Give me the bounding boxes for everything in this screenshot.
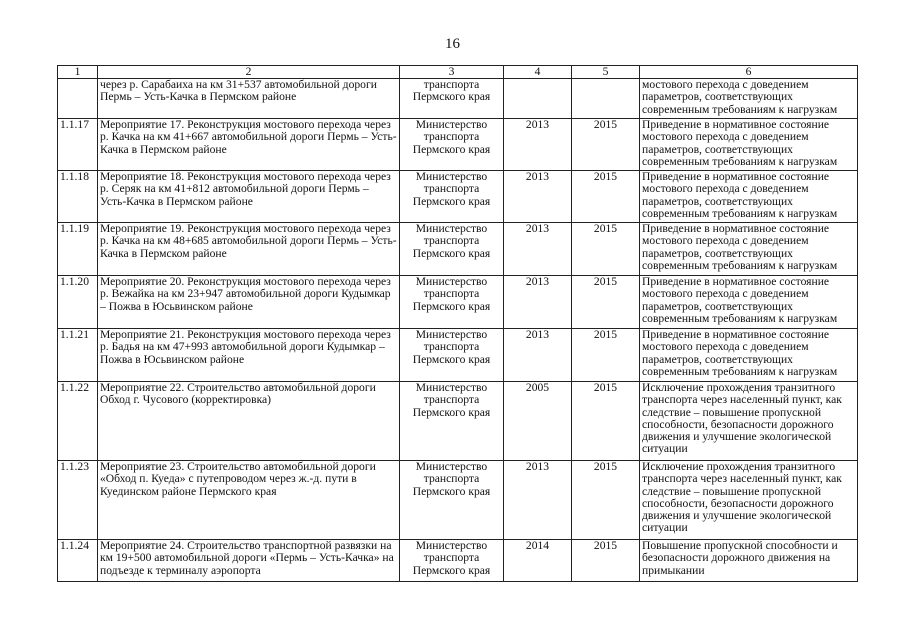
activities-table: [57, 65, 858, 582]
end-year: 2015: [572, 461, 640, 540]
responsible-org: Министерство транспорта Пермского края: [400, 382, 504, 461]
responsible-org: Министерство транспорта Пермского края: [400, 461, 504, 540]
row-number: 1.1.23: [58, 461, 98, 540]
table-row: [58, 540, 858, 582]
row-number: 1.1.18: [58, 171, 98, 223]
table-row-continuation: [58, 79, 858, 119]
activity-description: Мероприятие 24. Строительство транспортной развязки на км 19+500 автомобильной дороги «Пермь – Усть-Качка» на подъезде к терминалу аэропорта: [98, 540, 400, 582]
end-year: 2015: [572, 276, 640, 329]
activity-description: Мероприятие 21. Реконструкция мостового перехода через р. Бадья на км 47+993 автомобильной дороги Кудымкар – Пожва в Юсьвинском районе: [98, 329, 400, 382]
column-number: 3: [400, 66, 504, 79]
end-year: 2015: [572, 540, 640, 582]
page-number: 16: [445, 36, 460, 52]
expected-result: Исключение прохождения транзитного транспорта через населенный пункт, как следствие – повышение пропускной способности, безопасности дорожного движения и улучшение экологической ситуации: [640, 382, 858, 461]
activity-description: Мероприятие 23. Строительство автомобильной дороги «Обход п. Куеда» с путепроводом через ж.-д. пути в Куединском районе Пермского края: [98, 461, 400, 540]
row-number: 1.1.19: [58, 223, 98, 276]
responsible-org: Министерство транспорта Пермского края: [400, 276, 504, 329]
row-number: 1.1.21: [58, 329, 98, 382]
end-year: 2015: [572, 171, 640, 223]
responsible-org: Министерство транспорта Пермского края: [400, 119, 504, 171]
responsible-org: Министерство транспорта Пермского края: [400, 329, 504, 382]
start-year: [504, 79, 572, 119]
expected-result: Приведение в нормативное состояние мостового перехода с доведением параметров, соответствующих современным требованиям к нагрузкам: [640, 119, 858, 171]
start-year: 2013: [504, 119, 572, 171]
end-year: 2015: [572, 329, 640, 382]
end-year: 2015: [572, 119, 640, 171]
column-number: 5: [572, 66, 640, 79]
start-year: 2014: [504, 540, 572, 582]
column-number: 2: [98, 66, 400, 79]
responsible-org: Министерство транспорта Пермского края: [400, 171, 504, 223]
start-year: 2013: [504, 276, 572, 329]
expected-result: Приведение в нормативное состояние мостового перехода с доведением параметров, соответствующих современным требованиям к нагрузкам: [640, 276, 858, 329]
responsible-org: Министерство транспорта Пермского края: [400, 223, 504, 276]
end-year: 2015: [572, 382, 640, 461]
column-number: 6: [640, 66, 858, 79]
row-number: 1.1.22: [58, 382, 98, 461]
responsible-org: транспорта Пермского края: [400, 79, 504, 119]
expected-result: Приведение в нормативное состояние мостового перехода с доведением параметров, соответствующих современным требованиям к нагрузкам: [640, 329, 858, 382]
row-number: [58, 79, 98, 119]
expected-result: мостового перехода с доведением параметров, соответствующих современным требованиям к нагрузкам: [640, 79, 858, 119]
column-number: 1: [58, 66, 98, 79]
expected-result: Приведение в нормативное состояние мостового перехода с доведением параметров, соответствующих современным требованиям к нагрузкам: [640, 223, 858, 276]
column-number-row: [58, 66, 858, 79]
expected-result: Исключение прохождения транзитного транспорта через населенный пункт, как следствие – повышение пропускной способности, безопасности дорожного движения и улучшение экологической ситуации: [640, 461, 858, 540]
start-year: 2013: [504, 461, 572, 540]
start-year: 2013: [504, 223, 572, 276]
table-row: [58, 461, 858, 540]
column-number: 4: [504, 66, 572, 79]
table-row: [58, 329, 858, 382]
row-number: 1.1.20: [58, 276, 98, 329]
start-year: 2013: [504, 171, 572, 223]
activity-description: Мероприятие 17. Реконструкция мостового перехода через р. Качка на км 41+667 автомобильной дороги Пермь – Усть-Качка в Пермском районе: [98, 119, 400, 171]
table-row: [58, 276, 858, 329]
responsible-org: Министерство транспорта Пермского края: [400, 540, 504, 582]
activity-description: Мероприятие 22. Строительство автомобильной дороги Обход г. Чусового (корректировка): [98, 382, 400, 461]
start-year: 2013: [504, 329, 572, 382]
start-year: 2005: [504, 382, 572, 461]
activity-description: Мероприятие 19. Реконструкция мостового перехода через р. Качка на км 48+685 автомобильной дороги Пермь – Усть-Качка в Пермском районе: [98, 223, 400, 276]
row-number: 1.1.24: [58, 540, 98, 582]
table-row: [58, 119, 858, 171]
table-row: [58, 223, 858, 276]
activity-description: Мероприятие 18. Реконструкция мостового перехода через р. Серяк на км 41+812 автомобильной дороги Пермь – Усть-Качка в Пермском районе: [98, 171, 400, 223]
table-row: [58, 171, 858, 223]
activity-description: через р. Сарабаиха на км 31+537 автомобильной дороги Пермь – Усть-Качка в Пермском районе: [98, 79, 400, 119]
row-number: 1.1.17: [58, 119, 98, 171]
expected-result: Приведение в нормативное состояние мостового перехода с доведением параметров, соответствующих современным требованиям к нагрузкам: [640, 171, 858, 223]
table-row: [58, 382, 858, 461]
expected-result: Повышение пропускной способности и безопасности дорожного движения на примыкании: [640, 540, 858, 582]
activity-description: Мероприятие 20. Реконструкция мостового перехода через р. Вежайка на км 23+947 автомобильной дороги Кудымкар – Пожва в Юсьвинском районе: [98, 276, 400, 329]
end-year: [572, 79, 640, 119]
end-year: 2015: [572, 223, 640, 276]
